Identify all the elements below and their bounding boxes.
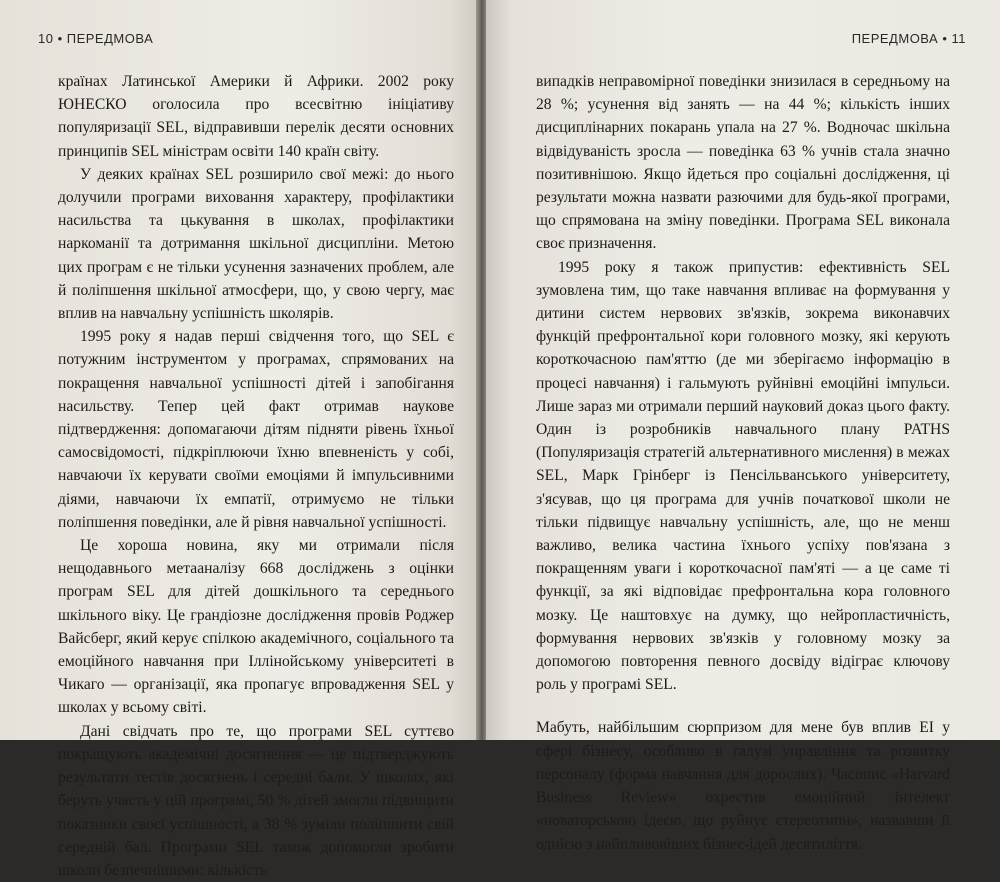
right-paragraph-1: випадків неправомірної поведінки знизилася в середньому на 28 %; усунення від занять — на 44 %; кількість інших дисциплінарних покарань упала на 27 %. Водночас шкільна відвідуваність зросла — поведінка 63 % учнів стала значно позитивнішою. Якщо йдеться про соціальні дослідження, ці результати можна назвати разючими для будь-якої програми, що спрямована на зміну поведінки. Програма SEL виконала своє призначення. xyxy=(536,73,950,253)
right-running-head: ПЕРЕДМОВА • 11 xyxy=(851,31,966,46)
left-paragraph-3: 1995 року я надав перші свідчення того, що SEL є потужним інструментом у програмах, спрямованих на покращення навчальної успішності дітей і запобігання насильству. Тепер цей факт отримав наукове підтвердження: допомагаючи дітям підняти рівень їхньої самосвідомості, підкріплюючи їхню впевненість у собі, навчаючи їх керувати своїми емоціями й імпульсивними діями, навчаючи їх емпатії, отримуємо не тільки поліпшення поведінки, але й рівня навчальної успішності. xyxy=(58,328,454,531)
right-page-text xyxy=(536,70,950,856)
left-paragraph-5: Дані свідчать про те, що програми SEL суттєво покращують академічні досягнення — це підтверджують результати тестів досягнень і середні бали. У школах, які беруть участь у цій програмі, 50 % дітей змогли підвищити показники своєї успішності, а 38 % зуміли поліпшити свій середній бал. Програми SEL також допомогли зробити школи безпечнішими: кількість xyxy=(58,722,454,879)
left-paragraph-2: У деяких країнах SEL розширило свої межі: до нього долучили програми виховання характеру, профілактики насильства та цькування в школах, профілактики наркоманії та дотримання шкільної дисципліни. Метою цих програм є не тільки усунення зазначених проблем, але й поліпшення шкільної атмосфери, що, у свою чергу, має вплив на навчальну успішність школярів. xyxy=(58,165,454,323)
right-paragraph-3: Мабуть, найбільшим сюрпризом для мене був вплив ЕІ у сфері бізнесу, особливо в галузі управління та розвитку персоналу (форма навчання для дорослих). Часопис «Harvard Business Review» охрестив емоційний інтелект «новаторською ідеєю, що руйнує стереотипи», назвавши її однією з найпливовіших бізнес-ідей десятиліття. xyxy=(536,719,950,853)
right-paragraph-2: 1995 року я також припустив: ефективність SEL зумовлена тим, що таке навчання впливає на формування у дитини систем нервових зв'язків, зокрема виконавчих функцій префронтальної кори головного мозку, які керують короткочасною пам'яттю (де ми зберігаємо інформацію в процесі навчання) і гальмують руйнівні емоційні імпульси. Лише зараз ми отримали перший науковий доказ цього факту. Один із розробників навчального плану PATHS (Популяризація стратегій альтернативного мислення) в межах SEL, Марк Грінберг із Пенсільванського університету, з'ясував, що ця програма для учнів початкової школи не тільки підвищує навчальну успішність, але, що не менш важливо, велика частина їхнього успіху пов'язана з покращенням уваги і короткочасної пам'яті — а це саме ті функції, за які відповідає префронтальна кора головного мозку. Це наштовхує на думку, що нейропластичність, формування нервових зв'язків у головному мозку за допомогою повторення певного досвіду відіграє ключову роль у програмі SEL. xyxy=(536,258,950,694)
left-paragraph-1: країнах Латинської Америки й Африки. 2002 року ЮНЕСКО оголосила про всесвітню ініціативу популяризації SEL, відправивши перелік десяти основних принципів SEL міністрам освіти 140 країн світу. xyxy=(58,73,454,160)
right-page xyxy=(486,0,1000,853)
left-paragraph-4: Це хороша новина, яку ми отримали після нещодавнього метааналізу 668 досліджень з оцінки програм SEL для дітей дошкільного та середнього шкільного віку. Це грандіозне дослідження провів Роджер Вайсберг, який керує спілкою академічного, соціального та емоційного навчання при Іллінойському університеті в Чикаго — організації, яка пропагує впровадження SEL у школах у всьому світі. xyxy=(58,537,454,717)
left-page xyxy=(0,0,478,879)
left-page-text xyxy=(58,70,454,882)
left-running-head: 10 • ПЕРЕДМОВА xyxy=(38,31,154,46)
